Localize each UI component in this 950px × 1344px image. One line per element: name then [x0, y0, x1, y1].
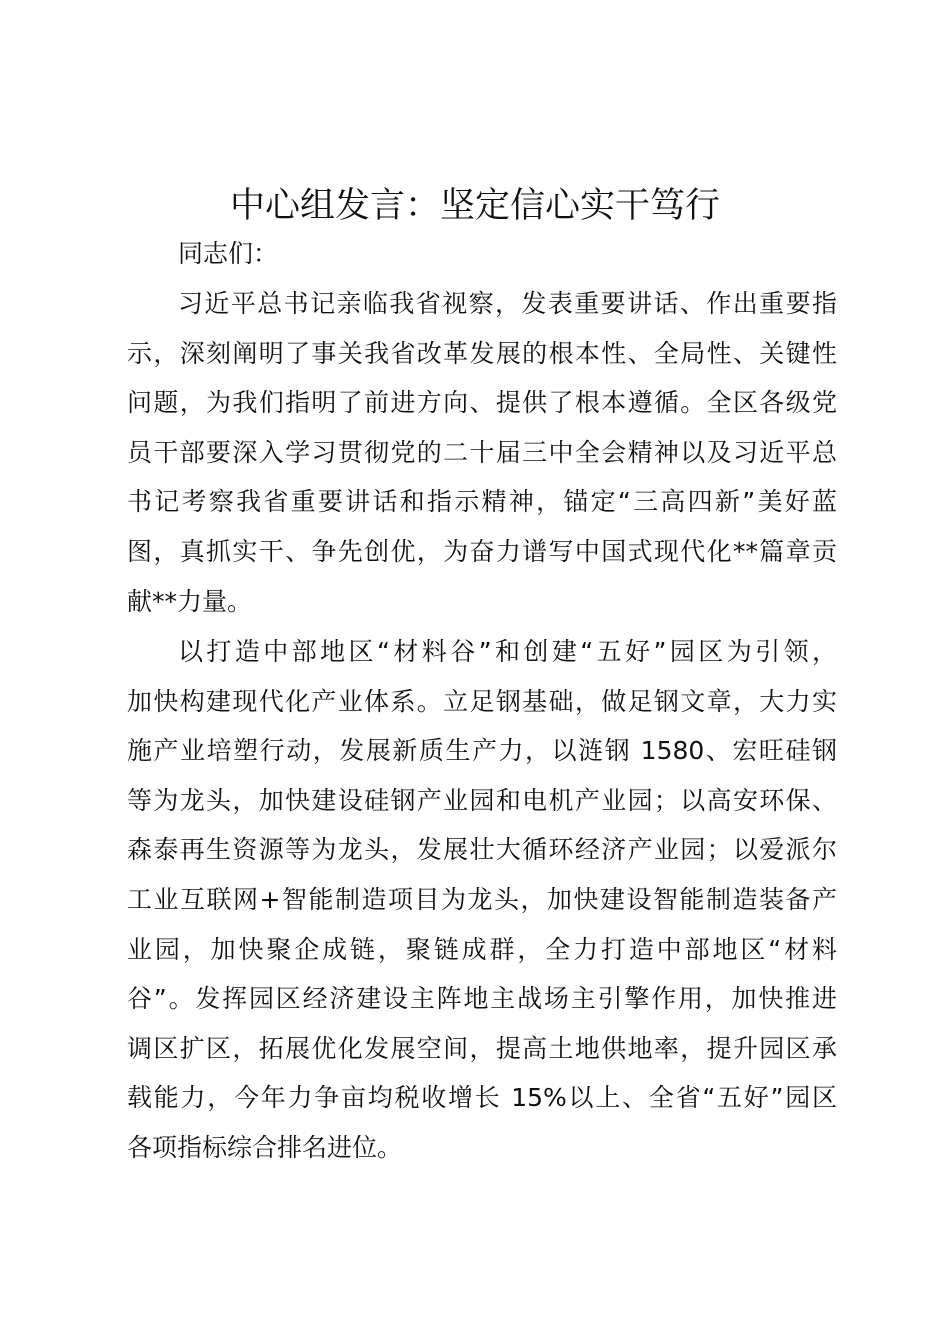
paragraph-line: 示，深刻阐明了事关我省改革发展的根本性、全局性、关键性 [127, 338, 837, 368]
paragraph-line: 习近平总书记亲临我省视察，发表重要讲话、作出重要指 [178, 289, 837, 318]
paragraph-line: 谷”。发挥园区经济建设主阵地主战场主引擎作用，加快推进 [127, 984, 837, 1014]
paragraph-line: 图，真抓实干、争先创优，为奋力谱写中国式现代化**篇章贡 [127, 536, 837, 566]
paragraph-line: 调区扩区，拓展优化发展空间，提高土地供地率，提升园区承 [127, 1033, 837, 1063]
paragraph-1 [127, 279, 837, 626]
paragraph-line: 载能力，今年力争亩均税收增长 15%以上、全省“五好”园区 [127, 1083, 837, 1113]
paragraph-line: 献**力量。 [127, 586, 253, 616]
paragraph-line: 书记考察我省重要讲话和指示精神，锚定“三高四新”美好蓝 [127, 487, 837, 517]
paragraph-line: 各项指标综合排名进位。 [127, 1132, 403, 1162]
paragraph-line: 员干部要深入学习贯彻党的二十届三中全会精神以及习近平总 [127, 437, 837, 467]
paragraph-line: 施产业培塑行动，发展新质生产力，以涟钢 1580、宏旺硅钢 [127, 736, 837, 766]
paragraph-line: 业园，加快聚企成链，聚链成群，全力打造中部地区“材料 [127, 934, 837, 964]
paragraph-line: 加快构建现代化产业体系。立足钢基础，做足钢文章，大力实 [127, 686, 837, 716]
document-title: 中心组发言：坚定信心实干笃行 [229, 186, 720, 226]
paragraph-line: 以打造中部地区“材料谷”和创建“五好”园区为引领， [178, 637, 837, 666]
paragraph-line: 等为龙头，加快建设硅钢产业园和电机产业园；以高安环保、 [127, 785, 837, 815]
paragraph-line: 问题，为我们指明了前进方向、提供了根本遵循。全区各级党 [127, 388, 837, 418]
paragraph-line: 森泰再生资源等为龙头，发展壮大循环经济产业园；以爱派尔 [127, 835, 837, 865]
paragraph-2 [127, 627, 837, 1173]
paragraph-line: 工业互联网+智能制造项目为龙头，加快建设智能制造装备产 [127, 884, 837, 914]
salutation: 同志们： [178, 239, 279, 268]
